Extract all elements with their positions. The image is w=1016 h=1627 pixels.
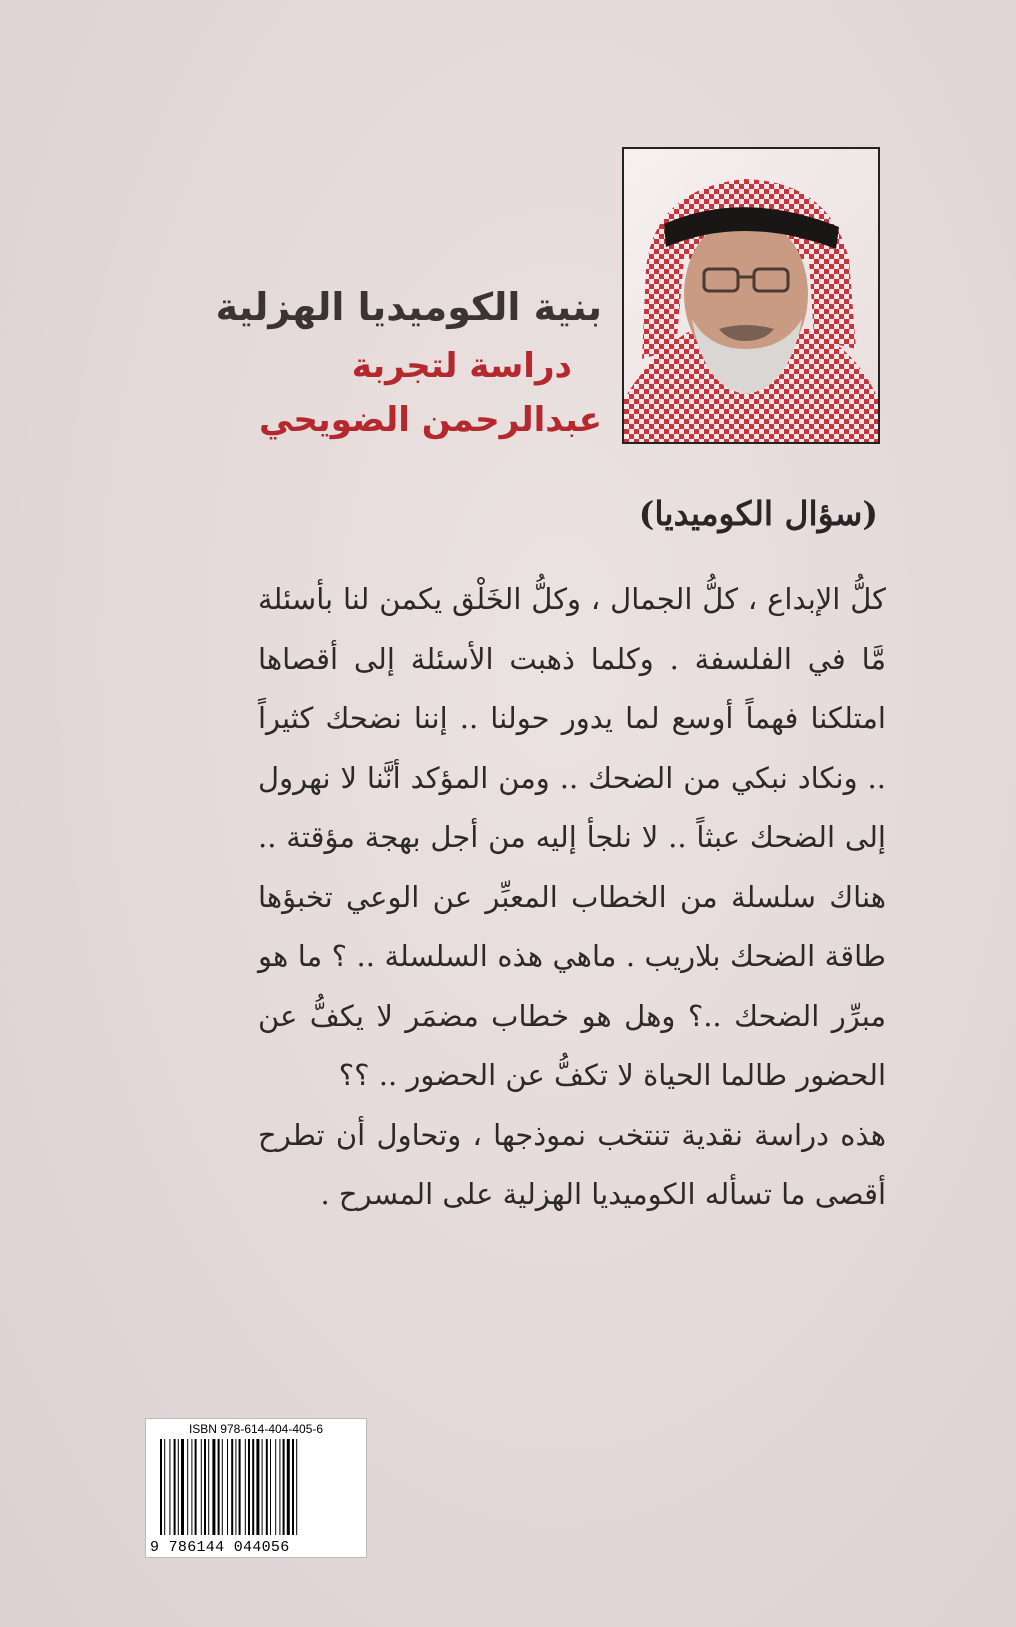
barcode-digits: 9 786144 044056 — [150, 1539, 290, 1556]
title-block — [182, 278, 602, 444]
isbn-label: ISBN 978-614-404-405-6 — [188, 1422, 324, 1436]
portrait-image — [624, 149, 878, 442]
book-title: بنية الكوميديا الهزلية — [215, 285, 602, 329]
blurb-text — [258, 570, 886, 1225]
isbn-barcode — [145, 1418, 367, 1558]
book-subtitle-line1: دراسة لتجربة — [351, 346, 572, 386]
section-heading: (سؤال الكوميديا) — [638, 494, 878, 533]
book-subtitle-author-name: عبدالرحمن الضويحي — [259, 400, 602, 440]
author-portrait — [622, 147, 880, 444]
blurb-paragraph-1: كلُّ الإبداع ، كلُّ الجمال ، وكلُّ الخَلْق يكمن لنا بأسئلة مَّا في الفلسفة . وكلما ذهبت الأسئلة إلى أقصاها امتلكنا فهماً أوسع لما يدور حولنا .. إننا نضحك كثيراً .. ونكاد نبكي من الضحك .. ومن المؤكد أنَّنا لا نهرول إلى الضحك عبثاً .. لا نلجأ إليه من أجل بهجة مؤقتة .. هناك سلسلة من الخطاب المعبِّر عن الوعي تخبؤها طاقة الضحك بلاريب . ماهي هذه السلسلة .. ؟ ما هو مبرِّر الضحك ..؟ وهل هو خطاب مضمَر لا يكفُّ عن الحضور طالما الحياة لا تكفُّ عن الحضور .. ؟؟ — [258, 582, 886, 1092]
barcode-bars — [160, 1439, 354, 1539]
blurb-paragraph-2: هذه دراسة نقدية تنتخب نموذجها ، وتحاول أن تطرح أقصى ما تسأله الكوميديا الهزلية على المسرح . — [258, 1117, 886, 1211]
